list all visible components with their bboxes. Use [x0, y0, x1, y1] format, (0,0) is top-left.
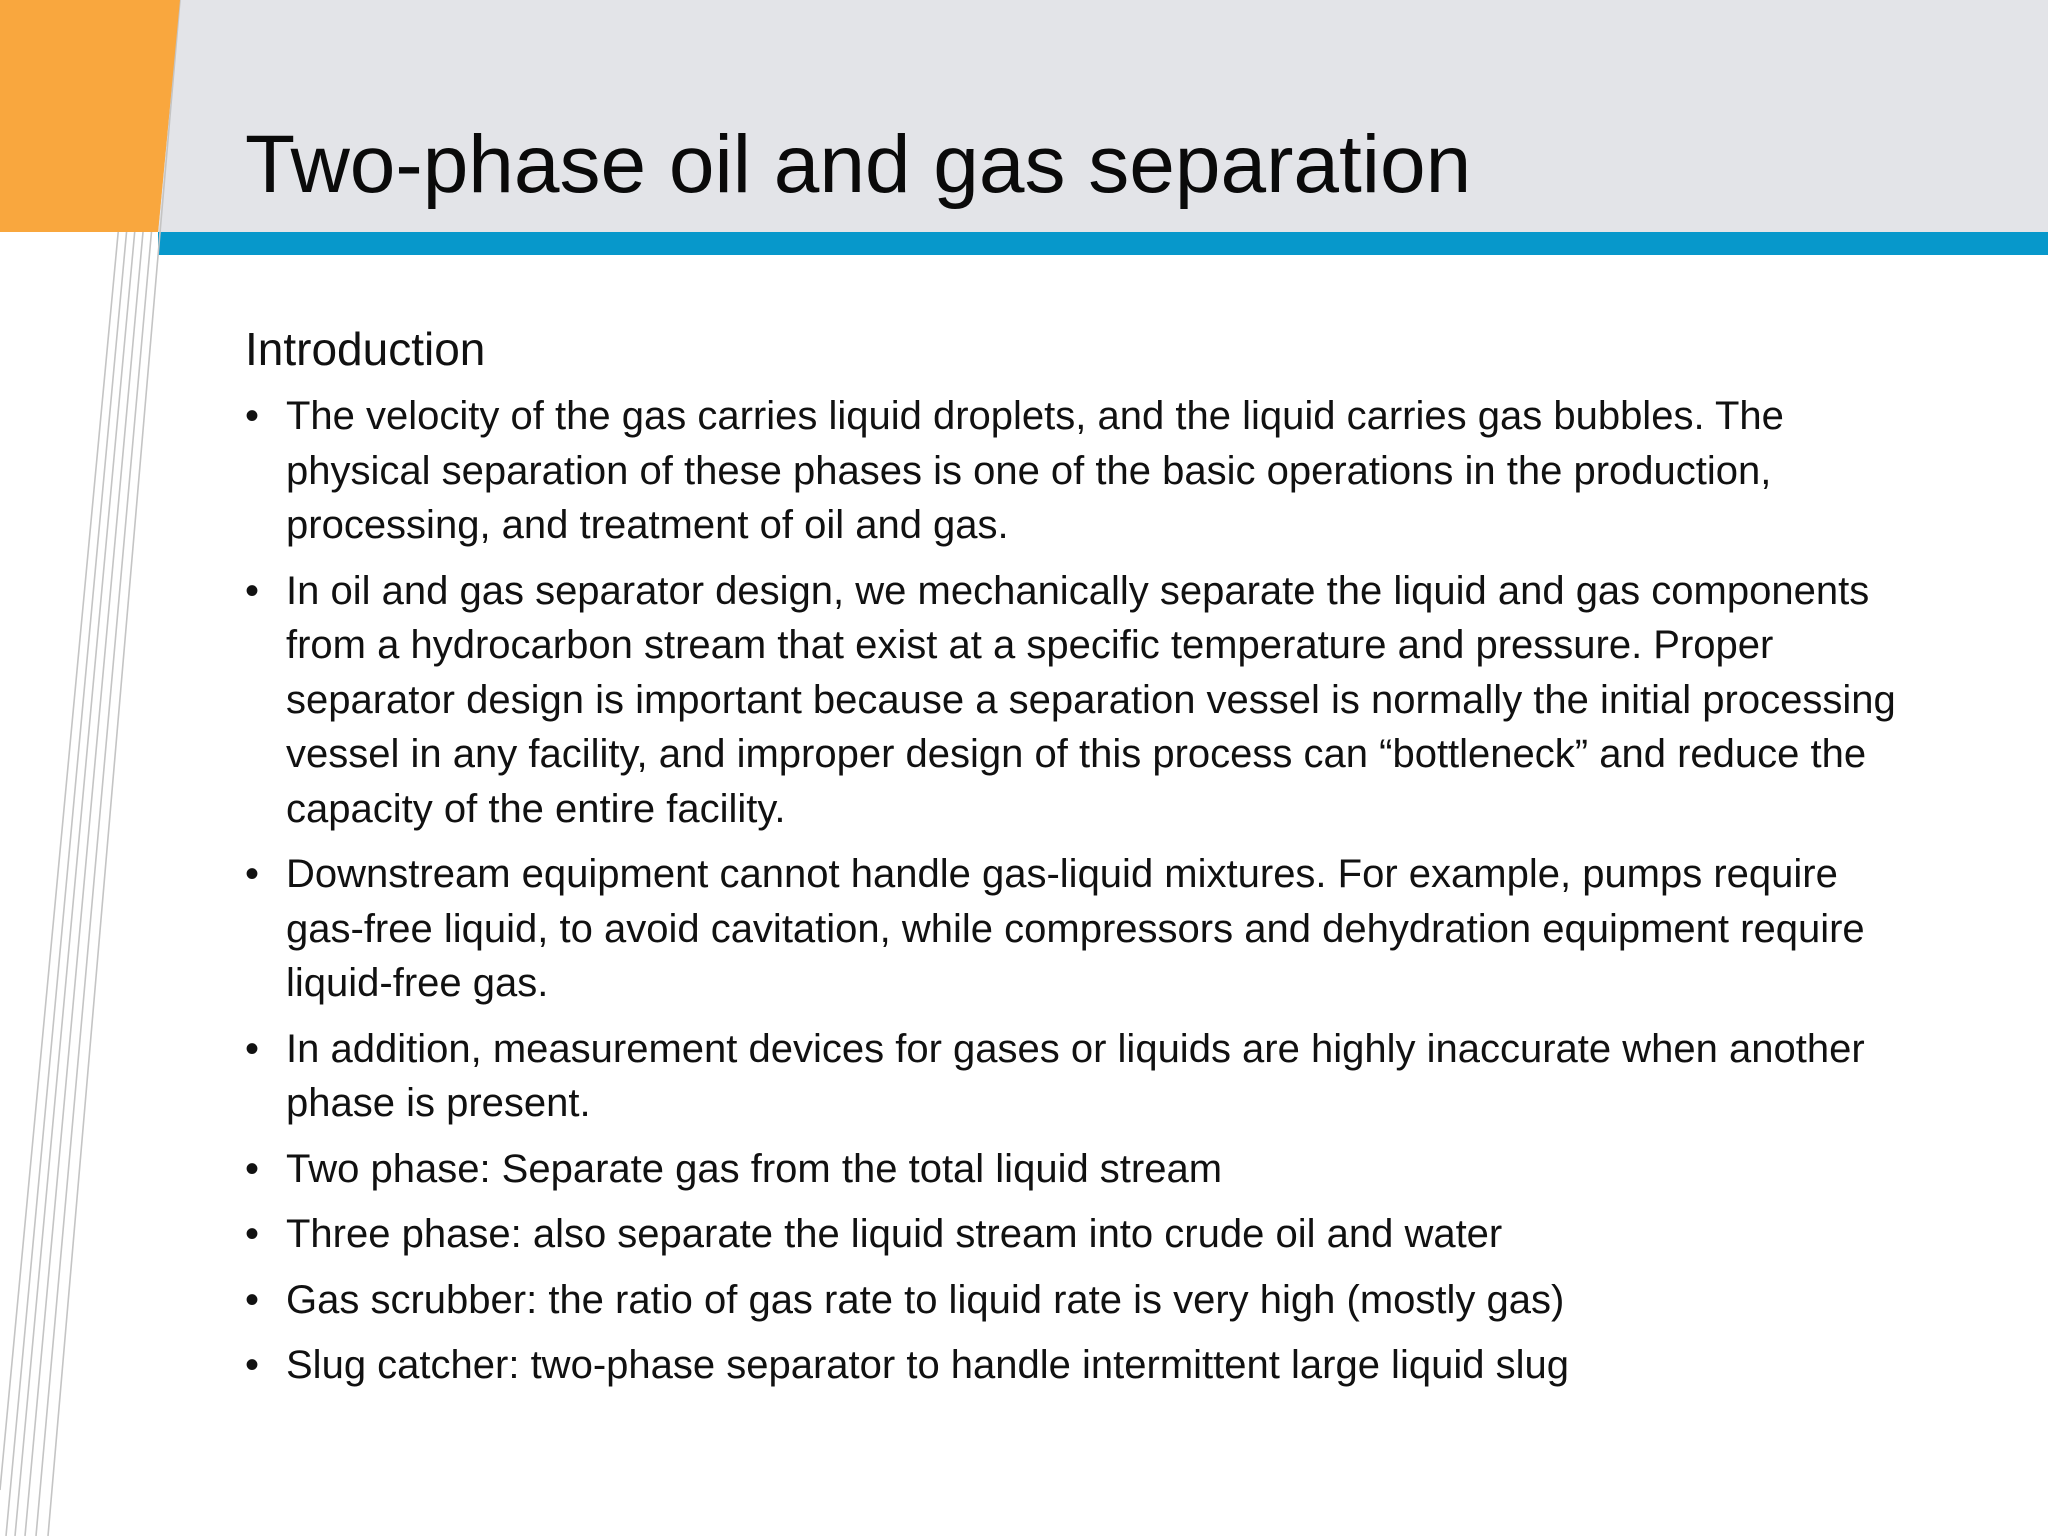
bullet-text: Downstream equipment cannot handle gas-liquid mixtures. For example, pumps require gas-free liquid, to avoid cavitation, while compressors and dehydration equipment require liquid-free gas. — [286, 852, 1865, 1006]
bullet-item — [245, 389, 1925, 553]
decorative-corner-lines — [0, 0, 200, 1536]
bullet-item — [245, 1273, 1925, 1328]
bullet-dot-icon: • — [245, 1212, 260, 1257]
bullet-dot-icon: • — [245, 394, 260, 439]
bullet-item — [245, 1338, 1925, 1393]
bullet-item — [245, 1142, 1925, 1197]
bullet-list — [245, 389, 1925, 1393]
bullet-item — [245, 1207, 1925, 1262]
bullet-item — [245, 564, 1925, 837]
bullet-text: In addition, measurement devices for gases or liquids are highly inaccurate when another phase is present. — [286, 1026, 1865, 1126]
bullet-text: Three phase: also separate the liquid stream into crude oil and water — [286, 1212, 1503, 1257]
bullet-dot-icon: • — [245, 852, 260, 897]
bullet-text: Two phase: Separate gas from the total liquid stream — [286, 1146, 1223, 1191]
bullet-dot-icon: • — [245, 568, 260, 613]
section-subheading: Introduction — [245, 323, 486, 375]
bullet-dot-icon: • — [245, 1343, 260, 1388]
bullet-text: Slug catcher: two-phase separator to handle intermittent large liquid slug — [286, 1343, 1569, 1388]
slide-content — [245, 322, 1925, 1404]
bullet-text: In oil and gas separator design, we mechanically separate the liquid and gas components from a hydrocarbon stream that exist at a specific temperature and pressure. Proper separator design is important because a separation vessel is normally the initial processing vessel in any facility, and improper design of this process can “bottleneck” and reduce the capacity of the entire facility. — [286, 568, 1896, 831]
bullet-dot-icon: • — [245, 1026, 260, 1071]
header-rule — [158, 232, 2048, 255]
slide-title: Two-phase oil and gas separation — [245, 119, 1472, 210]
bullet-dot-icon: • — [245, 1146, 260, 1191]
bullet-text: Gas scrubber: the ratio of gas rate to liquid rate is very high (mostly gas) — [286, 1277, 1565, 1322]
bullet-text: The velocity of the gas carries liquid droplets, and the liquid carries gas bubbles. The physical separation of these phases is one of the basic operations in the production, processing, and treatment of oil and gas. — [286, 394, 1784, 548]
bullet-dot-icon: • — [245, 1277, 260, 1322]
bullet-item — [245, 847, 1925, 1011]
bullet-item — [245, 1022, 1925, 1131]
